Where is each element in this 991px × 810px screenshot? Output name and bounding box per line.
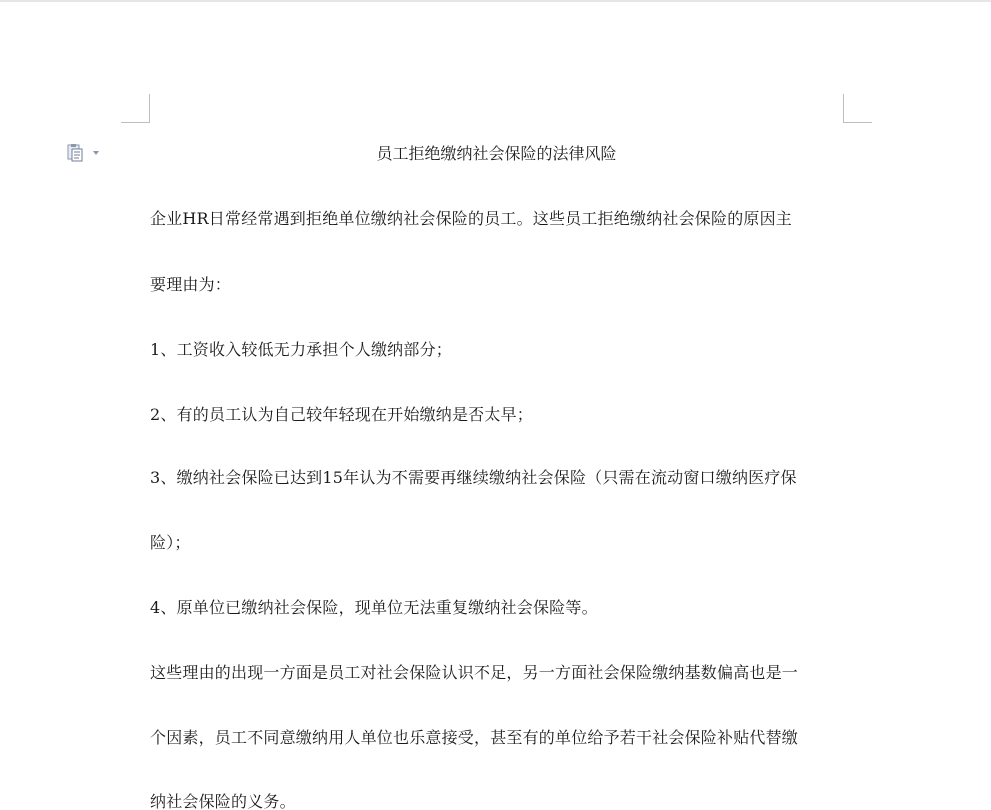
dropdown-arrow-icon: [92, 150, 100, 156]
list-item-2: 2、有的员工认为自己较年轻现在开始缴纳是否太早；: [150, 405, 533, 424]
paragraph-line: 个因素，员工不同意缴纳用人单位也乐意接受，甚至有的单位给予若干社会保险补贴代替缴: [150, 728, 799, 747]
page-corner-mark-top-left-horizontal: [121, 122, 150, 123]
paste-options-button[interactable]: [66, 143, 100, 163]
list-item-4: 4、原单位已缴纳社会保险，现单位无法重复缴纳社会保险等。: [150, 598, 598, 617]
paragraph-line: 企业HR日常经常遇到拒绝单位缴纳社会保险的员工。这些员工拒绝缴纳社会保险的原因主: [150, 209, 793, 228]
list-item-3: 3、缴纳社会保险已达到15年认为不需要再继续缴纳社会保险（只需在流动窗口缴纳医疗保: [150, 468, 797, 487]
window-top-border: [0, 0, 991, 2]
page-corner-mark-top-right: [843, 94, 844, 122]
paragraph-line: 纳社会保险的义务。: [150, 792, 296, 810]
page-corner-mark-top-left: [149, 94, 150, 122]
page-corner-mark-top-right-horizontal: [843, 122, 872, 123]
list-item-1: 1、工资收入较低无力承担个人缴纳部分；: [150, 340, 452, 359]
document-title: 员工拒绝缴纳社会保险的法律风险: [376, 144, 617, 163]
paragraph-line: 这些理由的出现一方面是员工对社会保险认识不足，另一方面社会保险缴纳基数偏高也是一: [150, 663, 799, 682]
list-item-3-continued: 险）；: [150, 533, 191, 552]
paragraph-line: 要理由为：: [150, 275, 232, 294]
